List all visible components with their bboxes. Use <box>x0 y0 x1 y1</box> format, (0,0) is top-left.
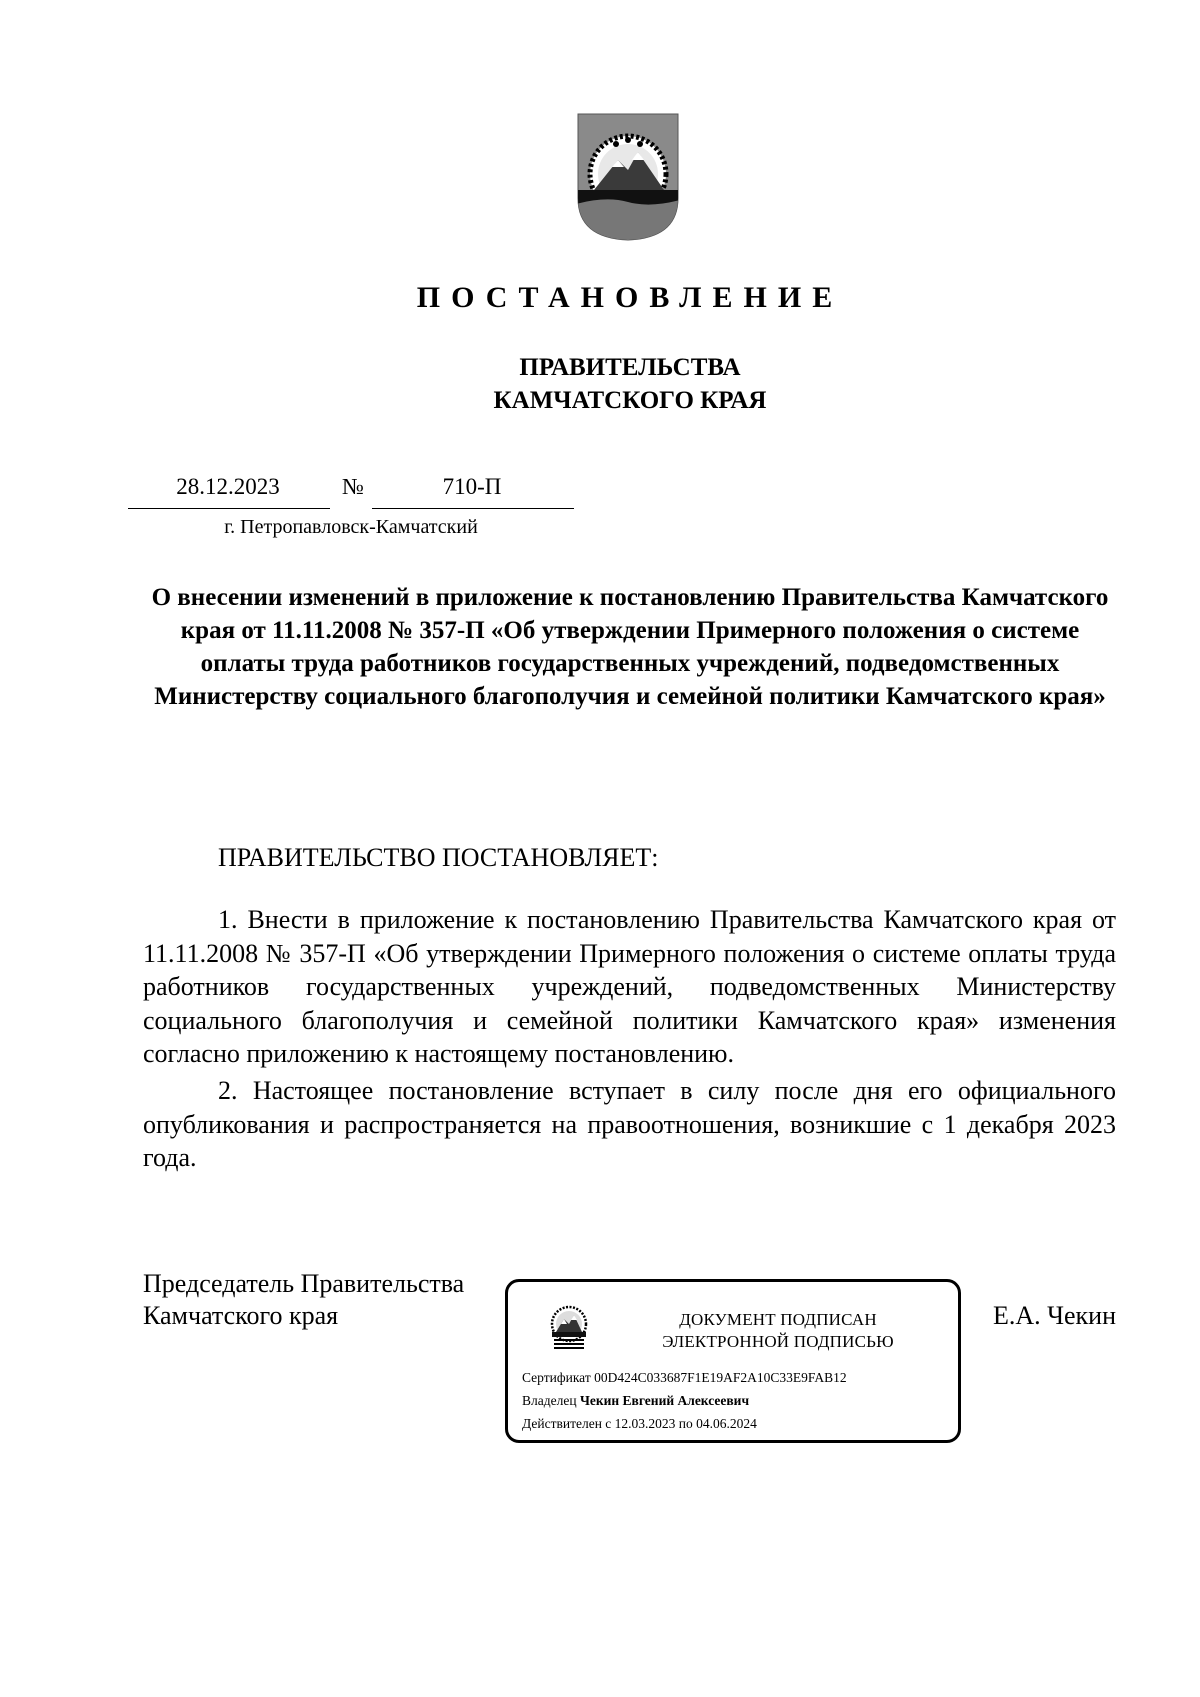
resolves-heading: ПРАВИТЕЛЬСТВО ПОСТАНОВЛЯЕТ: <box>218 843 659 872</box>
signer-position-line2: Камчатского края <box>143 1301 339 1330</box>
certificate-value: 00D424C033687F1E19AF2A10C33E9FAB12 <box>594 1370 847 1385</box>
stamp-heading-line2: ЭЛЕКТРОННОЙ ПОДПИСЬЮ <box>662 1332 894 1351</box>
coat-of-arms-icon <box>576 112 680 242</box>
number-sign: № <box>342 474 364 499</box>
valid-to-label: по <box>678 1416 693 1431</box>
date-underline <box>128 508 330 509</box>
authority-heading-line1: ПРАВИТЕЛЬСТВА <box>519 354 741 381</box>
certificate-label: Сертификат <box>522 1370 591 1385</box>
signer-name: Е.А. Чекин <box>992 1301 1116 1330</box>
stamp-owner <box>522 1393 749 1409</box>
stamp-validity <box>522 1416 757 1432</box>
stamp-certificate <box>522 1370 847 1386</box>
number-underline <box>372 508 574 509</box>
owner-value: Чекин Евгений Алексеевич <box>579 1393 750 1408</box>
valid-label: Действителен с <box>522 1416 612 1431</box>
signer-position-line1: Председатель Правительства <box>143 1269 465 1298</box>
stamp-emblem-icon <box>548 1304 590 1356</box>
valid-from: 12.03.2023 <box>614 1416 676 1431</box>
document-title: О внесении изменений в приложение к постановлению Правительства Камчатского края от 11.11.2008 № 357-П «Об утверждении Примерного положения о системе оплаты труда работников государственных учреждений, подведомственных Министерству социального благополучия и семейной политики Камчатского края» <box>151 584 1109 710</box>
authority-heading-line2: КАМЧАТСКОГО КРАЯ <box>493 387 767 414</box>
valid-to: 04.06.2024 <box>696 1416 757 1431</box>
electronic-signature-stamp <box>505 1279 961 1443</box>
document-number: 710-П <box>442 474 502 499</box>
signer-position <box>143 1268 464 1332</box>
document-type-heading: ПОСТАНОВЛЕНИЕ <box>416 281 844 314</box>
owner-label: Владелец <box>522 1393 577 1408</box>
document-date: 28.12.2023 <box>176 474 280 499</box>
paragraph-2: 2. Настоящее постановление вступает в силу после дня его официального опубликования и распространяется на правоотношения, возникшие с 1 декабря 2023 года. <box>143 1076 1116 1172</box>
stamp-heading-line1: ДОКУМЕНТ ПОДПИСАН <box>679 1310 877 1329</box>
city-of-issue: г. Петропавловск-Камчатский <box>224 516 478 538</box>
paragraph-1: 1. Внести в приложение к постановлению Правительства Камчатского края от 11.11.2008 № 357-П «Об утверждении Примерного положения о системе оплаты труда работников государственных учреждений, подведомственных Министерству социального благополучия и семейной политики Камчатского края» изменения согласно приложению к настоящему постановлению. <box>143 905 1116 1068</box>
